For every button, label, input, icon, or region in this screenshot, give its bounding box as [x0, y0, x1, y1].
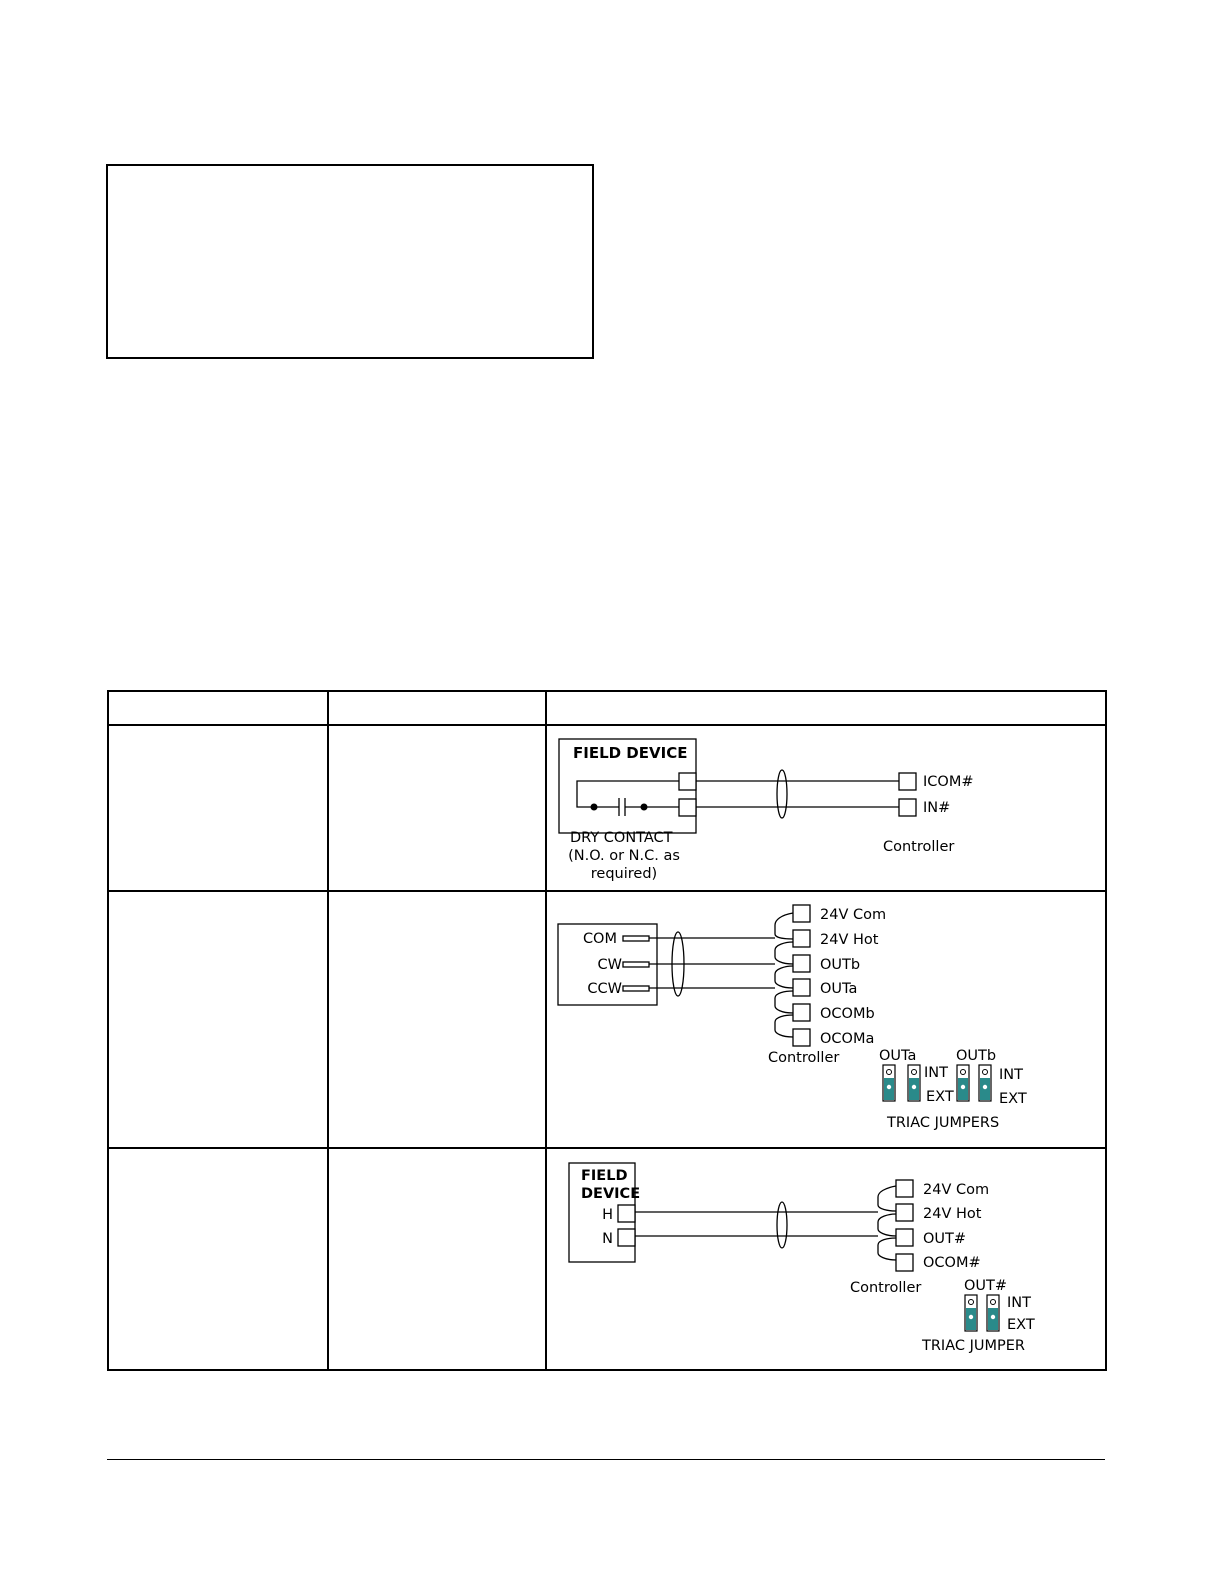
row3-diagram-cell [546, 1148, 1106, 1370]
terminal-label-in: IN# [923, 800, 951, 816]
jumper-curl-outa [775, 966, 793, 988]
terminal-label-24v-hot: 24V Hot [820, 932, 879, 948]
triac-jumper-outb-2 [979, 1065, 991, 1101]
controller-terminal-ocoma [793, 1029, 810, 1046]
jumper-curl-24v-hot [878, 1186, 896, 1211]
triac-jumper-out-1 [965, 1295, 977, 1331]
header-cell-1 [108, 691, 328, 725]
jumper-curl-ocomb [775, 991, 793, 1013]
jumper-curl-out [878, 1214, 896, 1236]
controller-terminal-24v-hot [896, 1204, 913, 1221]
device-terminal-cw [623, 962, 649, 967]
field-device-label-line1: FIELD [581, 1168, 628, 1184]
triac-jumper-outb-1 [957, 1065, 969, 1101]
row3-cell-1 [108, 1148, 328, 1370]
triac-jumper-outa-2 [908, 1065, 920, 1101]
field-device-label: FIELD DEVICE [573, 744, 688, 762]
controller-label: Controller [768, 1050, 840, 1066]
terminal-label-icom: ICOM# [923, 774, 974, 790]
jumper-ext-label-outa: EXT [926, 1089, 954, 1105]
device-label-h: H [602, 1207, 613, 1223]
terminal-label-24v-com: 24V Com [820, 907, 887, 923]
controller-terminal-24v-hot [793, 930, 810, 947]
field-device-terminal-top [679, 773, 696, 790]
shield-ellipse-icon [777, 1202, 787, 1248]
header-cell-2 [328, 691, 546, 725]
triac-jumper-outa-1 [883, 1065, 895, 1101]
jumper-curl-outb [775, 942, 793, 964]
controller-terminal-24v-com [896, 1180, 913, 1197]
terminal-label-out: OUT# [923, 1231, 967, 1247]
dry-contact-dot-right [641, 804, 648, 811]
terminal-label-24v-hot: 24V Hot [923, 1206, 982, 1222]
jumper-int-label-outa: INT [924, 1065, 948, 1081]
device-label-n: N [602, 1231, 613, 1247]
controller-terminal-ocom [896, 1254, 913, 1271]
device-terminal-ccw [623, 986, 649, 991]
triac-jumper-caption: TRIAC JUMPER [922, 1338, 1025, 1354]
jumper-ext-label-outb: EXT [999, 1091, 1027, 1107]
dry-contact-note-line1: (N.O. or N.C. as [568, 848, 680, 864]
device-label-cw: CW [597, 957, 622, 973]
controller-terminal-in [899, 799, 916, 816]
jumper-curl-ocom [878, 1238, 896, 1260]
jumper-int-label: INT [1007, 1295, 1031, 1311]
controller-terminal-out [896, 1229, 913, 1246]
row2-cell-1 [108, 891, 328, 1148]
table-row [108, 891, 1106, 1148]
table-row [108, 725, 1106, 891]
triac-jumpers-caption: TRIAC JUMPERS [887, 1115, 1000, 1131]
table-row [108, 1148, 1106, 1370]
dry-contact-note-line2: required) [590, 866, 658, 882]
controller-terminal-outb [793, 955, 810, 972]
field-device-terminal-bottom [679, 799, 696, 816]
row1-diagram-cell [546, 725, 1106, 891]
row2-cell-2 [328, 891, 546, 1148]
controller-terminal-icom [899, 773, 916, 790]
controller-terminal-ocomb [793, 1004, 810, 1021]
terminal-label-outa: OUTa [820, 981, 858, 997]
notice-box [106, 164, 594, 359]
dry-contact-wiring-diagram [547, 726, 1103, 890]
footer-rule [107, 1459, 1105, 1460]
dry-contact-dot-left [591, 804, 598, 811]
header-cell-3 [546, 691, 1106, 725]
controller-terminal-24v-com [793, 905, 810, 922]
row2-diagram-cell [546, 891, 1106, 1148]
triac-jumper-out-2 [987, 1295, 999, 1331]
jumper-int-label-outb: INT [999, 1067, 1023, 1083]
jumper-curl-ocoma [775, 1015, 793, 1037]
dry-contact-loop-wire [577, 781, 679, 807]
terminal-label-ocomb: OCOMb [820, 1006, 875, 1022]
dry-contact-label: DRY CONTACT [570, 830, 673, 846]
terminal-label-ocom: OCOM# [923, 1255, 981, 1271]
jumper-ext-label: EXT [1007, 1317, 1035, 1333]
wiring-table [107, 690, 1107, 1371]
device-terminal-h [618, 1205, 635, 1222]
row1-cell-2 [328, 725, 546, 891]
controller-label: Controller [850, 1280, 922, 1296]
row1-cell-1 [108, 725, 328, 891]
triac-actuator-wiring-diagram [547, 892, 1103, 1147]
controller-label: Controller [883, 839, 955, 855]
triac-output-wiring-diagram [547, 1149, 1103, 1369]
table-header-row [108, 691, 1106, 725]
shield-ellipse-icon [777, 770, 787, 818]
jumper-group-label-outa: OUTa [879, 1048, 917, 1064]
terminal-label-outb: OUTb [820, 957, 861, 973]
device-label-com: COM [582, 931, 617, 947]
terminal-label-24v-com: 24V Com [923, 1182, 990, 1198]
jumper-group-label-outb: OUTb [956, 1048, 997, 1064]
controller-terminal-outa [793, 979, 810, 996]
terminal-label-ocoma: OCOMa [820, 1031, 875, 1047]
jumper-curl-24v-hot [775, 913, 793, 939]
device-terminal-n [618, 1229, 635, 1246]
device-label-ccw: CCW [587, 981, 622, 997]
jumper-group-label-out: OUT# [964, 1278, 1008, 1294]
device-terminal-com [623, 936, 649, 941]
row3-cell-2 [328, 1148, 546, 1370]
field-device-label-line2: DEVICE [581, 1186, 641, 1202]
